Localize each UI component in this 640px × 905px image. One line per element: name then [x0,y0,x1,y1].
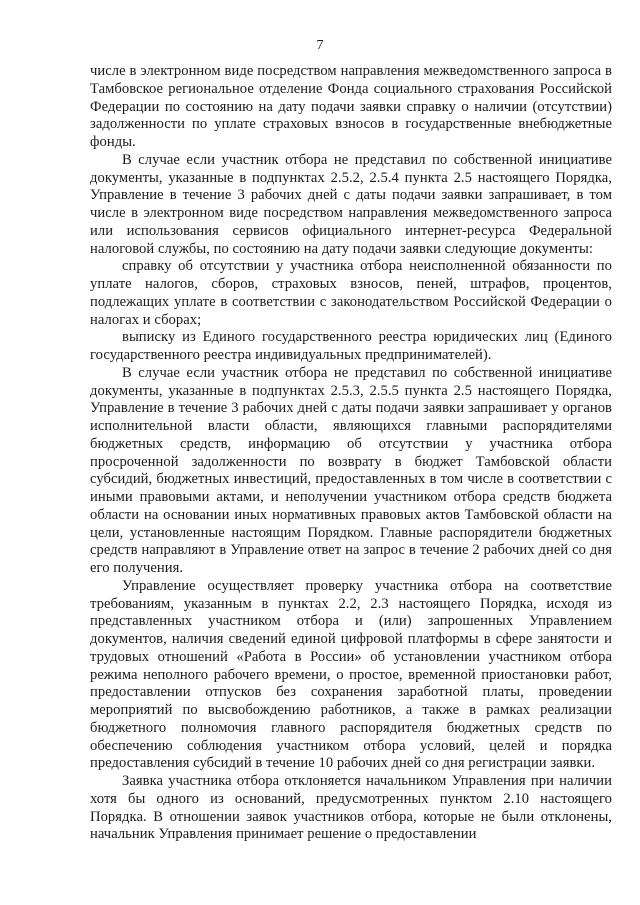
paragraph-fns-request: В случае если участник отбора не представил по собственной инициативе документы, указанные в подпунктах 2.5.2, 2.5.4 пункта 2.5 настоящего Порядка, Управление в течение 3 рабочих дней с даты подачи заявки запрашивает, в том числе в электронном виде посредством направления межведомственного запроса или использования сервисов официального интернет-ресурса Федеральной налоговой службы, по состоянию на дату подачи заявки следующие документы: [90,151,612,257]
page-number: 7 [316,38,324,53]
paragraph-verification: Управление осуществляет проверку участника отбора на соответствие требованиям, указанным в пунктах 2.2, 2.3 настоящего Порядка, исходя из представленных участником отбора и (или) запрошенных Управлением документов, наличия сведений единой цифровой платформы в сфере занятости и трудовых отношений «Работа в России» об установлении участником отбора режима неполного рабочего времени, о простое, временной приостановки работ, предоставлении отпусков без сохранения заработной платы, проведении мероприятий по высвобождению работников, а также в рамках реализации бюджетного полномочия главного распорядителя бюджетных средств по обеспечению соблюдения участником отбора условий, целей и порядка предоставления субсидий в течение 10 рабочих дней со дня регистрации заявки. [90,577,612,772]
paragraph-tax-certificate: справку об отсутствии у участника отбора неисполненной обязанности по уплате налогов, сборов, страховых взносов, пеней, штрафов, процентов, подлежащих уплате в соответствии с законодательством Российской Федерации о налогах и сборах; [90,258,612,328]
paragraph-continuation: числе в электронном виде посредством направления межведомственного запроса в Тамбовское региональное отделение Фонда социального страхования Российской Федерации по состоянию на дату подачи заявки справку о наличии (отсутствии) задолженности по уплате страховых взносов в государственные внебюджетные фонды. [90,63,612,150]
paragraph-rejection: Заявка участника отбора отклоняется начальником Управления при наличии хотя бы одного из оснований, предусмотренных пунктом 2.10 настоящего Порядка. В отношении заявок участников отбора, которые не были отклонены, начальник Управления принимает решение о предоставлении [90,773,612,843]
document-body [90,63,612,844]
paragraph-registry-extract: выписку из Единого государственного реестра юридических лиц (Единого государственного реестра индивидуальных предпринимателей). [90,329,612,363]
paragraph-budget-debt-request: В случае если участник отбора не представил по собственной инициативе документы, указанные в подпунктах 2.5.3, 2.5.5 пункта 2.5 настоящего Порядка, Управление в течение 3 рабочих дней с даты подачи заявки запрашивает у органов исполнительной власти области, являющихся главными распорядителями бюджетных средств, информацию об отсутствии у участника отбора просроченной задолженности по возврату в бюджет Тамбовской области субсидий, бюджетных инвестиций, предоставленных в том числе в соответствии с иными правовыми актами, и неполучении участником отбора средств бюджета области на основании иных нормативных правовых актов Тамбовской области на цели, установленные настоящим Порядком. Главные распорядители бюджетных средств направляют в Управление ответ на запрос в течение 2 рабочих дней со дня его получения. [90,364,612,576]
